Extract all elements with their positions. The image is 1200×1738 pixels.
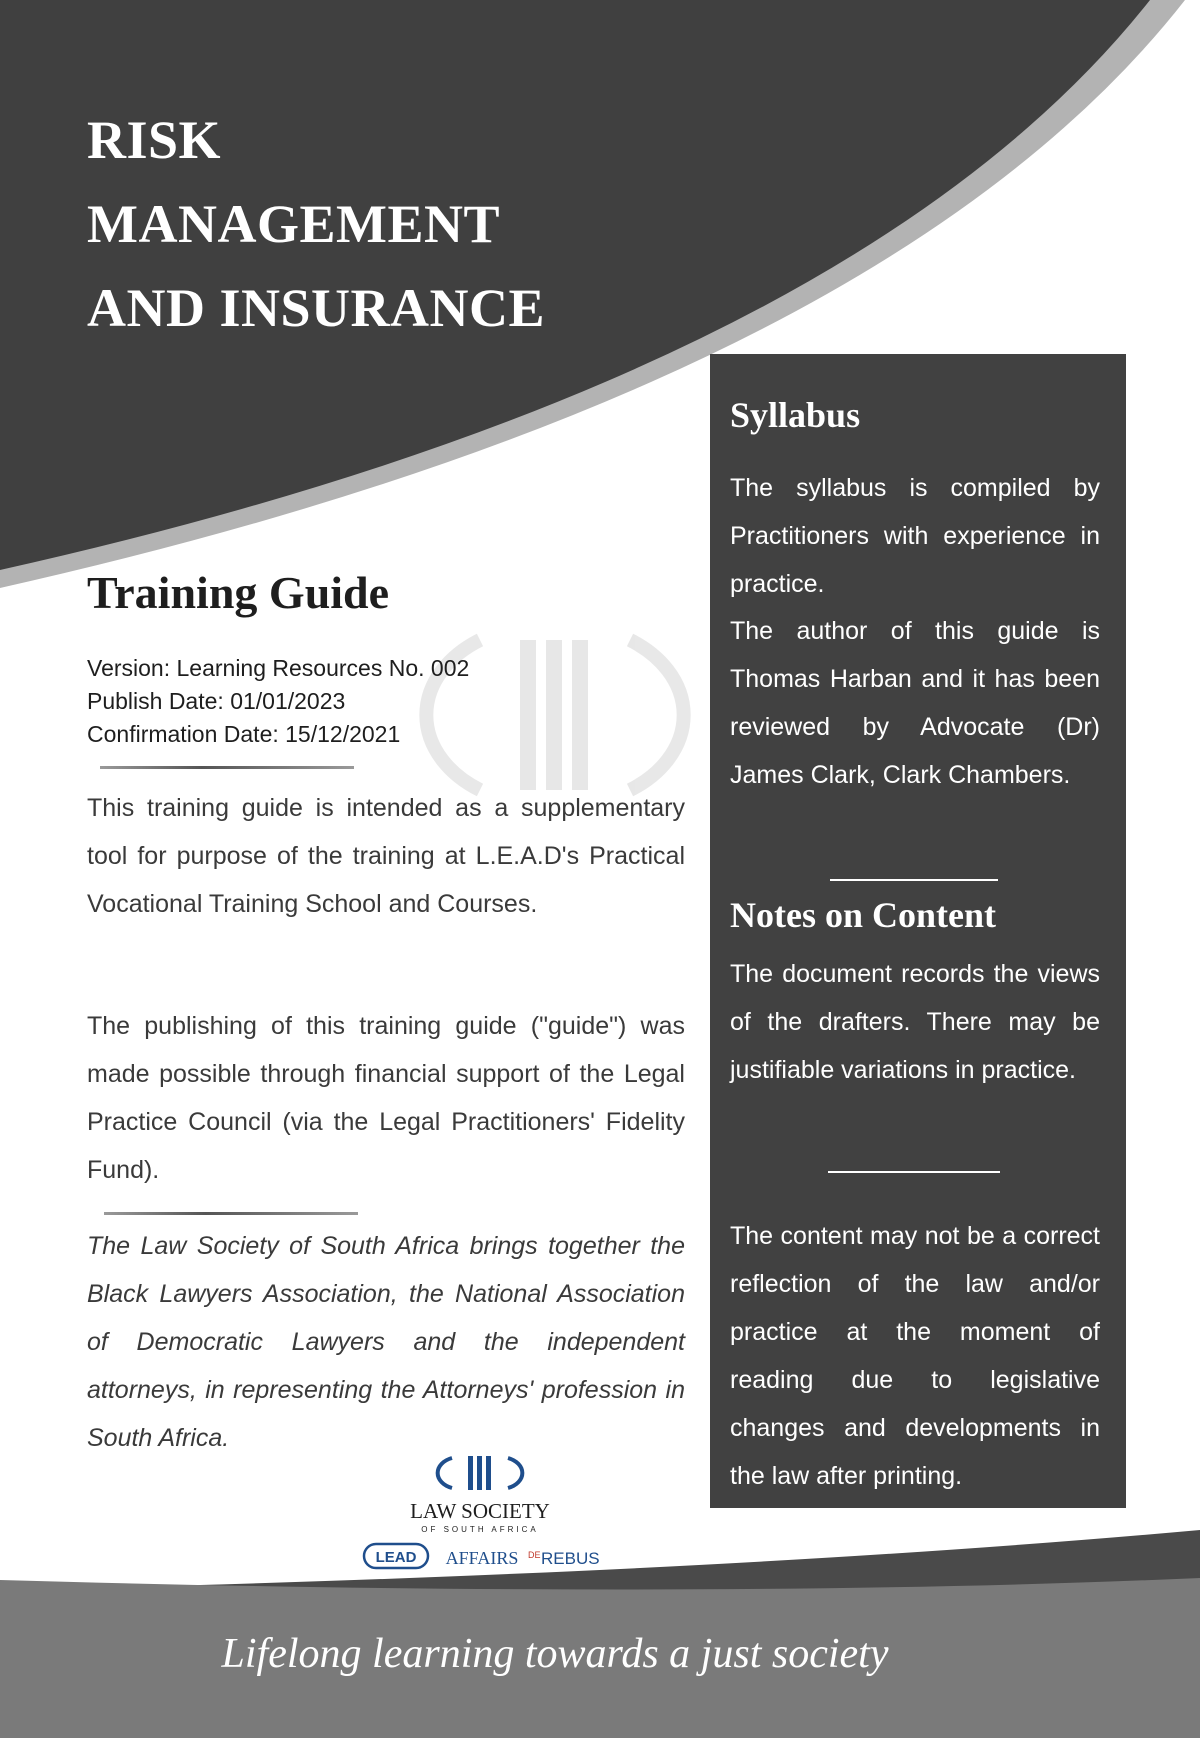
sidebar-divider (830, 879, 998, 881)
confirmation-date-line: Confirmation Date: 15/12/2021 (87, 721, 401, 747)
title-line-3: AND INSURANCE (87, 278, 546, 338)
syllabus-heading: Syllabus (730, 395, 861, 435)
svg-text:DE: DE (528, 1550, 541, 1560)
sidebar-divider (828, 1171, 1000, 1173)
svg-text:AFFAIRS: AFFAIRS (445, 1548, 519, 1568)
notes-heading: Notes on Content (730, 895, 996, 935)
document-subtitle: Training Guide (87, 567, 390, 618)
document-title (87, 98, 545, 350)
svg-text:LAW SOCIETY: LAW SOCIETY (410, 1499, 550, 1523)
title-line-2: MANAGEMENT (87, 194, 500, 254)
publish-date-line: Publish Date: 01/01/2023 (87, 688, 346, 714)
divider-rule (100, 766, 354, 769)
svg-text:REBUS: REBUS (541, 1549, 600, 1568)
divider-rule (104, 1212, 358, 1215)
title-line-1: RISK (87, 110, 222, 170)
syllabus-paragraph-1: The syllabus is compiled by Practitioners with experience in practice. (730, 474, 1100, 598)
society-paragraph: The Law Society of South Africa brings together the Black Lawyers Association, the National Association of Democratic Lawyers and the independent attorneys, in representing the Attorneys' profession in South Africa. (87, 1232, 685, 1452)
notes-paragraph-1: The document records the views of the drafters. There may be justifiable variations in practice. (730, 960, 1100, 1084)
syllabus-paragraph-2: The author of this guide is Thomas Harban and it has been reviewed by Advocate (Dr) James Clark, Clark Chambers. (730, 617, 1100, 789)
info-sidebar (710, 354, 1126, 1508)
intro-paragraph: This training guide is intended as a supplementary tool for purpose of the training at L.E.A.D's Practical Vocational Training School and Courses. (87, 794, 685, 918)
version-line: Version: Learning Resources No. 002 (87, 655, 470, 681)
svg-text:OF SOUTH AFRICA: OF SOUTH AFRICA (421, 1525, 539, 1534)
law-society-logo (360, 1450, 600, 1580)
notes-paragraph-2: The content may not be a correct reflection of the law and/or practice at the moment of reading due to legislative changes and developments in the law after printing. (730, 1222, 1100, 1490)
svg-text:LEAD: LEAD (375, 1549, 417, 1566)
slogan: Lifelong learning towards a just society (221, 1631, 889, 1677)
organisation-logos (360, 1450, 600, 1580)
document-meta (87, 652, 469, 751)
funding-paragraph: The publishing of this training guide ("guide") was made possible through financial support of the Legal Practice Council (via the Legal Practitioners' Fidelity Fund). (87, 1012, 685, 1184)
